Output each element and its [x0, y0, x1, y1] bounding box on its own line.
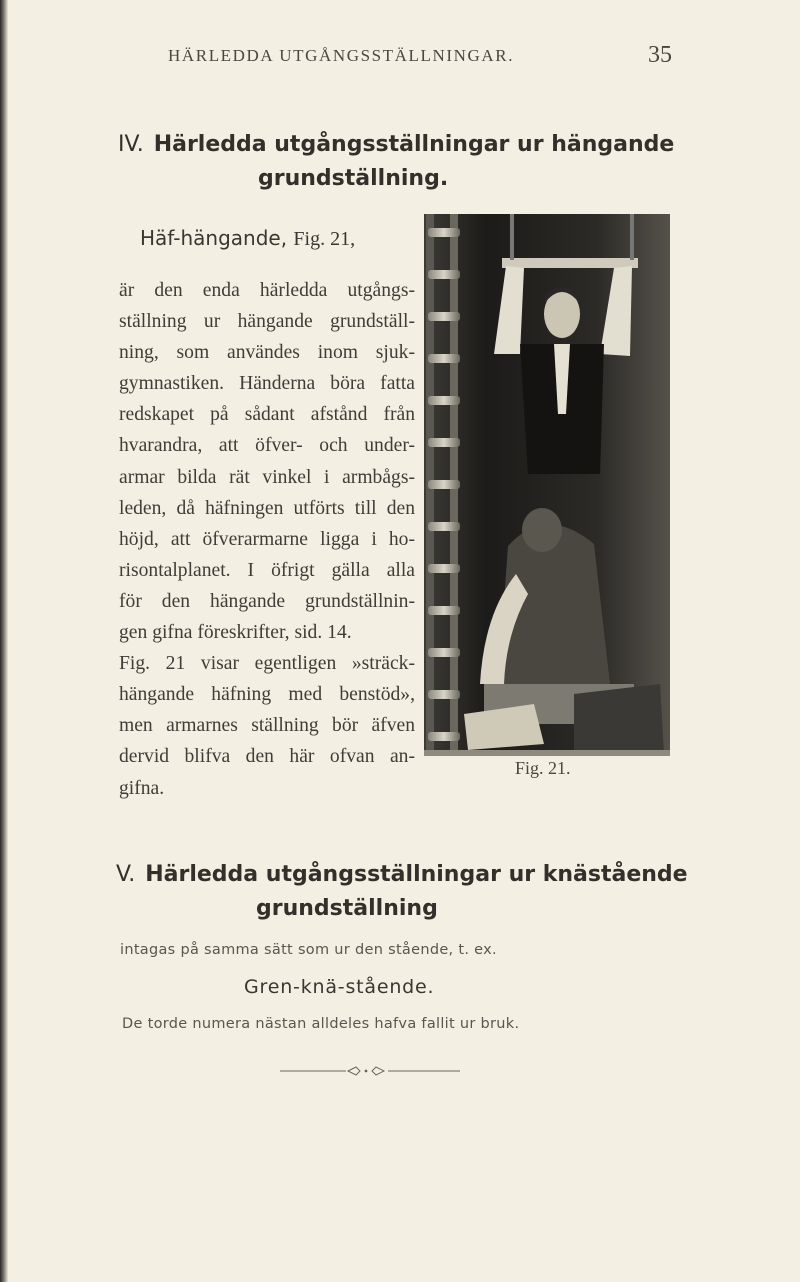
body-line: Fig. 21 visar egentligen »sträck-: [119, 653, 415, 675]
body-line: hängande häfning med benstöd»,: [119, 684, 415, 706]
exercise-name: Häf-hängande,: [140, 226, 288, 250]
body-line: hvarandra, att öfver- och under-: [119, 435, 415, 457]
section-v-intro: intagas på samma sätt som ur den stående, t. ex.: [120, 942, 497, 958]
exercise-fig-ref: Fig. 21,: [293, 228, 356, 250]
body-line: för den hängande grundställnin-: [119, 590, 415, 612]
end-ornament: [280, 1066, 460, 1076]
section-v-heading-line1: Härledda utgångsställningar ur knästående: [145, 862, 688, 887]
section-iv-heading-line1: Härledda utgångsställningar ur hängande: [153, 132, 675, 157]
body-line: ning, som användes inom sjuk-: [119, 342, 415, 364]
exercise-subheading: [140, 226, 355, 251]
body-line: leden, då häfningen utförts till den: [119, 497, 415, 519]
running-head: HÄRLEDDA UTGÅNGSSTÄLLNINGAR.: [168, 46, 515, 65]
section-v-heading-line2: grundställning: [256, 896, 438, 921]
body-line: ställning ur hängande grundställ-: [119, 311, 415, 333]
figure-caption: Fig. 21.: [515, 758, 571, 778]
body-line: höjd, att öfverarmarne ligga i ho-: [119, 528, 415, 550]
body-line: men armarnes ställning bör äfven: [119, 715, 415, 737]
body-line: gen gifna föreskrifter, sid. 14.: [119, 622, 352, 644]
section-v-heading: [116, 858, 688, 892]
body-line: är den enda härledda utgångs-: [119, 280, 415, 301]
figure-21-photograph: [424, 214, 670, 756]
page-header: [0, 42, 800, 72]
page-number: 35: [648, 42, 672, 68]
section-iv-heading: [118, 128, 674, 162]
body-line: risontalplanet. I öfrigt gälla alla: [119, 559, 415, 581]
body-line: armar bilda rät vinkel i armbågs-: [119, 466, 415, 488]
body-line: gifna.: [119, 777, 165, 799]
position-name: Gren-knä-stående.: [244, 976, 435, 998]
section-iv-body: [119, 275, 415, 804]
page-edge-shadow: [0, 0, 8, 1282]
body-line: dervid blifva den här ofvan an-: [119, 746, 415, 768]
section-v-closing: De torde numera nästan alldeles hafva fallit ur bruk.: [122, 1016, 520, 1032]
section-iv-numeral: IV.: [118, 132, 144, 157]
section-v-numeral: V.: [116, 862, 136, 887]
section-iv-heading-line2: grundställning.: [258, 166, 449, 191]
body-line: redskapet på sådant afstånd från: [119, 404, 415, 426]
body-line: gymnastiken. Händerna böra fatta: [119, 373, 415, 395]
